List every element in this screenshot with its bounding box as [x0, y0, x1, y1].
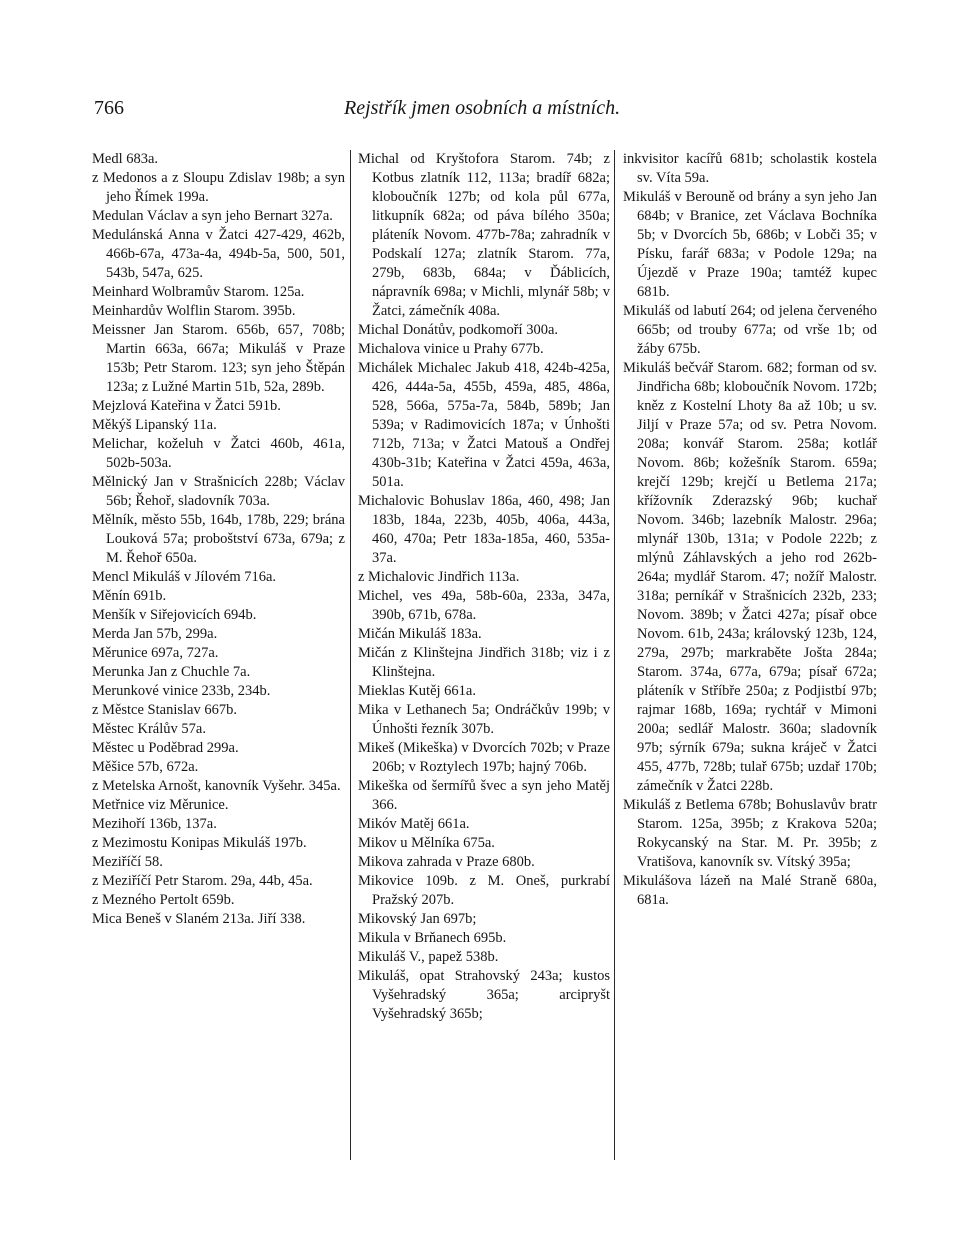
index-entry: Mělník, město 55b, 164b, 178b, 229; brána Louková 57a; proboštství 673a, 679a; z M. Řehoř 650a.: [92, 512, 345, 566]
index-entry: z Meziříčí Petr Starom. 29a, 44b, 45a.: [92, 873, 313, 889]
index-entry: z Medonos a z Sloupu Zdislav 198b; a syn jeho Římek 199a.: [92, 170, 345, 205]
page-number: 766: [94, 97, 124, 119]
index-entry: Mikuláš V., papež 538b.: [358, 949, 499, 965]
index-entry: z Michalovic Jindřich 113a.: [358, 569, 520, 585]
index-entry: z Mezného Pertolt 659b.: [92, 892, 235, 908]
index-entry: Měnín 691b.: [92, 588, 167, 604]
index-entry: Mělnický Jan v Strašnicích 228b; Václav 56b; Řehoř, sladovník 703a.: [92, 474, 345, 509]
index-entry: Mika v Lethanech 5a; Ondráčkův 199b; v Únhošti řezník 307b.: [358, 702, 610, 737]
index-entry: Městec u Poděbrad 299a.: [92, 740, 239, 756]
index-entry: Mikovice 109b. z M. Oneš, purkrabí Pražský 207b.: [358, 873, 610, 908]
index-entry: Meziříčí 58.: [92, 854, 163, 870]
index-entry: Mezihoří 136b, 137a.: [92, 816, 217, 832]
index-entry: Merda Jan 57b, 299a.: [92, 626, 218, 642]
index-entry: Mikuláš, opat Strahovský 243a; kustos Vyšehradský 365a; arcipryšt Vyšehradský 365b;: [358, 968, 610, 1022]
index-entry: Michal od Kryštofora Starom. 74b; z Kotbus zlatník 112, 113a; bradíř 682a; kloboučník 127b; od kola půl 677a, litkupník 682a; od páva bílého 350a; pláteník Novom. 477b-78a; zahradník v Podskalí 127a; zlatník Starom. 77a, 279b, 683b, 684a; v Ďáblicích, nápravník 698a; v Michli, mlynář 58b; v Žatci, zámečník 408a.: [358, 151, 610, 319]
page-header: [94, 97, 624, 127]
index-entry: inkvisitor kacířů 681b; scholastik kostela sv. Víta 59a.: [623, 151, 877, 186]
index-entry: Mikula v Brňanech 695b.: [358, 930, 507, 946]
index-entry: Michalovic Bohuslav 186a, 460, 498; Jan 183b, 184a, 223b, 405b, 406a, 443a, 460, 470a; Petr 183a-185a, 460, 535a-37a.: [358, 493, 610, 566]
index-entry: Merunka Jan z Chuchle 7a.: [92, 664, 251, 680]
index-entry: Michalova vinice u Prahy 677b.: [358, 341, 544, 357]
index-column-2: [358, 150, 610, 1024]
index-column-1: [92, 150, 345, 929]
index-entry: Mieklas Kutěj 661a.: [358, 683, 476, 699]
index-entry: Medulánská Anna v Žatci 427-429, 462b, 466b-67a, 473a-4a, 494b-5a, 500, 501, 543b, 547a, 625.: [92, 227, 345, 281]
column-divider-1: [350, 150, 351, 1160]
index-entry: Mikuláš bečvář Starom. 682; forman od sv. Jindřicha 68b; kloboučník Novom. 172b; kněz z Kostelní Lhoty 8a až 10b; u sv. Jiljí v Praze 57a; od sv. Petra Novom. 208a; konvář Starom. 258a; kotlář Novom. 86b; kožešník Starom. 659a; krejčí 129b; krejčí u Betlema 217a; křížovník Zderazský 96b; kuchař Novom. 346b; lazebník Malostr. 296a; mlynář 130b, 131a; v Podole 222b; z mlýnů Záhlavských a jeho rod 262b-264a; mydlář Starom. 47; nožíř Malostr. 318a; perníkář v Strašnicích 232b, 233; Novom. 389b; v Žatci 427a; písař obce Novom. 61b, 243a; královský 123b, 124, 279a, 297b; markraběte Jošta 284a; Starom. 374a, 677a, 679a; písař 672a; pláteník v Stříbře 250a; z Podjistbí 97b; rajmar 168b, 169a; rychtář v Mimoni 200a; sedlář Malostr. 360a; sladovník 97b; sýrník 679a; sukna kráječ v Žatci 455, 477b, 728b; tulař 675b; uzdař 170b; zámečník v Žatci 228b.: [623, 360, 877, 794]
index-column-3: [623, 150, 877, 910]
index-entry: Michálek Michalec Jakub 418, 424b-425a, 426, 444a-5a, 455b, 459a, 485, 486a, 528, 566a, 575a-7a, 584b, 589b; Jan 539a; v Radimovicích 187a; v Únhošti 712b, 713a; v Žatci Matouš a Ondřej 430b-31b; Kateřina v Žatci 459a, 463a, 501a.: [358, 360, 610, 490]
index-entry: Mencl Mikuláš v Jílovém 716a.: [92, 569, 277, 585]
index-entry: Mičán z Klinštejna Jindřich 318b; viz i z Klinštejna.: [358, 645, 610, 680]
index-entry: Michal Donátův, podkomoří 300a.: [358, 322, 559, 338]
column-divider-2: [614, 150, 615, 1160]
index-entry: Mikuláš od labutí 264; od jelena červeného 665b; od trouby 677a; od vrše 1b; od žáby 675b.: [623, 303, 877, 357]
index-entry: Mica Beneš v Slaném 213a. Jiří 338.: [92, 911, 306, 927]
index-entry: Mikeš (Mikeška) v Dvorcích 702b; v Praze 206b; v Roztylech 197b; hajný 706b.: [358, 740, 610, 775]
index-entry: Mikova zahrada v Praze 680b.: [358, 854, 535, 870]
index-entry: z Mezimostu Konipas Mikuláš 197b.: [92, 835, 307, 851]
index-entry: Menšík v Siřejovicích 694b.: [92, 607, 257, 623]
index-entry: Mikulášova lázeň na Malé Straně 680a, 681a.: [623, 873, 877, 908]
index-entry: Melichar, koželuh v Žatci 460b, 461a, 502b-503a.: [92, 436, 345, 471]
index-entry: z Městce Stanislav 667b.: [92, 702, 237, 718]
index-entry: Metřnice viz Měrunice.: [92, 797, 229, 813]
index-entry: Městec Králův 57a.: [92, 721, 206, 737]
index-entry: Měšice 57b, 672a.: [92, 759, 199, 775]
index-entry: Mejzlová Kateřina v Žatci 591b.: [92, 398, 281, 414]
index-entry: Medl 683a.: [92, 151, 159, 167]
index-entry: Michel, ves 49a, 58b-60a, 233a, 347a, 390b, 671b, 678a.: [358, 588, 610, 623]
index-entry: Mikovský Jan 697b;: [358, 911, 477, 927]
index-entry: Medulan Václav a syn jeho Bernart 327a.: [92, 208, 333, 224]
index-entry: Meissner Jan Starom. 656b, 657, 708b; Martin 663a, 667a; Mikuláš v Praze 153b; Petr Starom. 123; syn jeho Štěpán 123a; z Lužné Martin 51b, 52a, 289b.: [92, 322, 345, 395]
index-entry: Merunkové vinice 233b, 234b.: [92, 683, 271, 699]
index-entry: Mikuláš z Betlema 678b; Bohuslavův bratr Starom. 125a, 395b; z Krakova 520a; Rokycanský na Star. M. Pr. 395b; z Vratišova, kanovník sv. Vítský 395a;: [623, 797, 877, 870]
index-entry: Měrunice 697a, 727a.: [92, 645, 219, 661]
index-entry: Mičán Mikuláš 183a.: [358, 626, 482, 642]
index-entry: Meinhard Wolbramův Starom. 125a.: [92, 284, 305, 300]
index-entry: Mikuláš v Berouně od brány a syn jeho Jan 684b; v Branice, zet Václava Bochníka 5b; v Dvorcích 5b, 686b; v Lobči 35; v Písku, farář 683a; v Podole 129a; na Újezdě v Praze 190a; tamtéž kupec 681b.: [623, 189, 877, 300]
index-entry: Meinhardův Wolflin Starom. 395b.: [92, 303, 296, 319]
index-entry: Mikov u Mělníka 675a.: [358, 835, 495, 851]
index-entry: z Metelska Arnošt, kanovník Vyšehr. 345a.: [92, 778, 341, 794]
index-entry: Měkýš Lipanský 11a.: [92, 417, 217, 433]
running-title: Rejstřík jmen osobních a místních.: [344, 97, 621, 119]
index-entry: Mikeška od šermířů švec a syn jeho Matěj 366.: [358, 778, 610, 813]
index-entry: Mikóv Matěj 661a.: [358, 816, 470, 832]
